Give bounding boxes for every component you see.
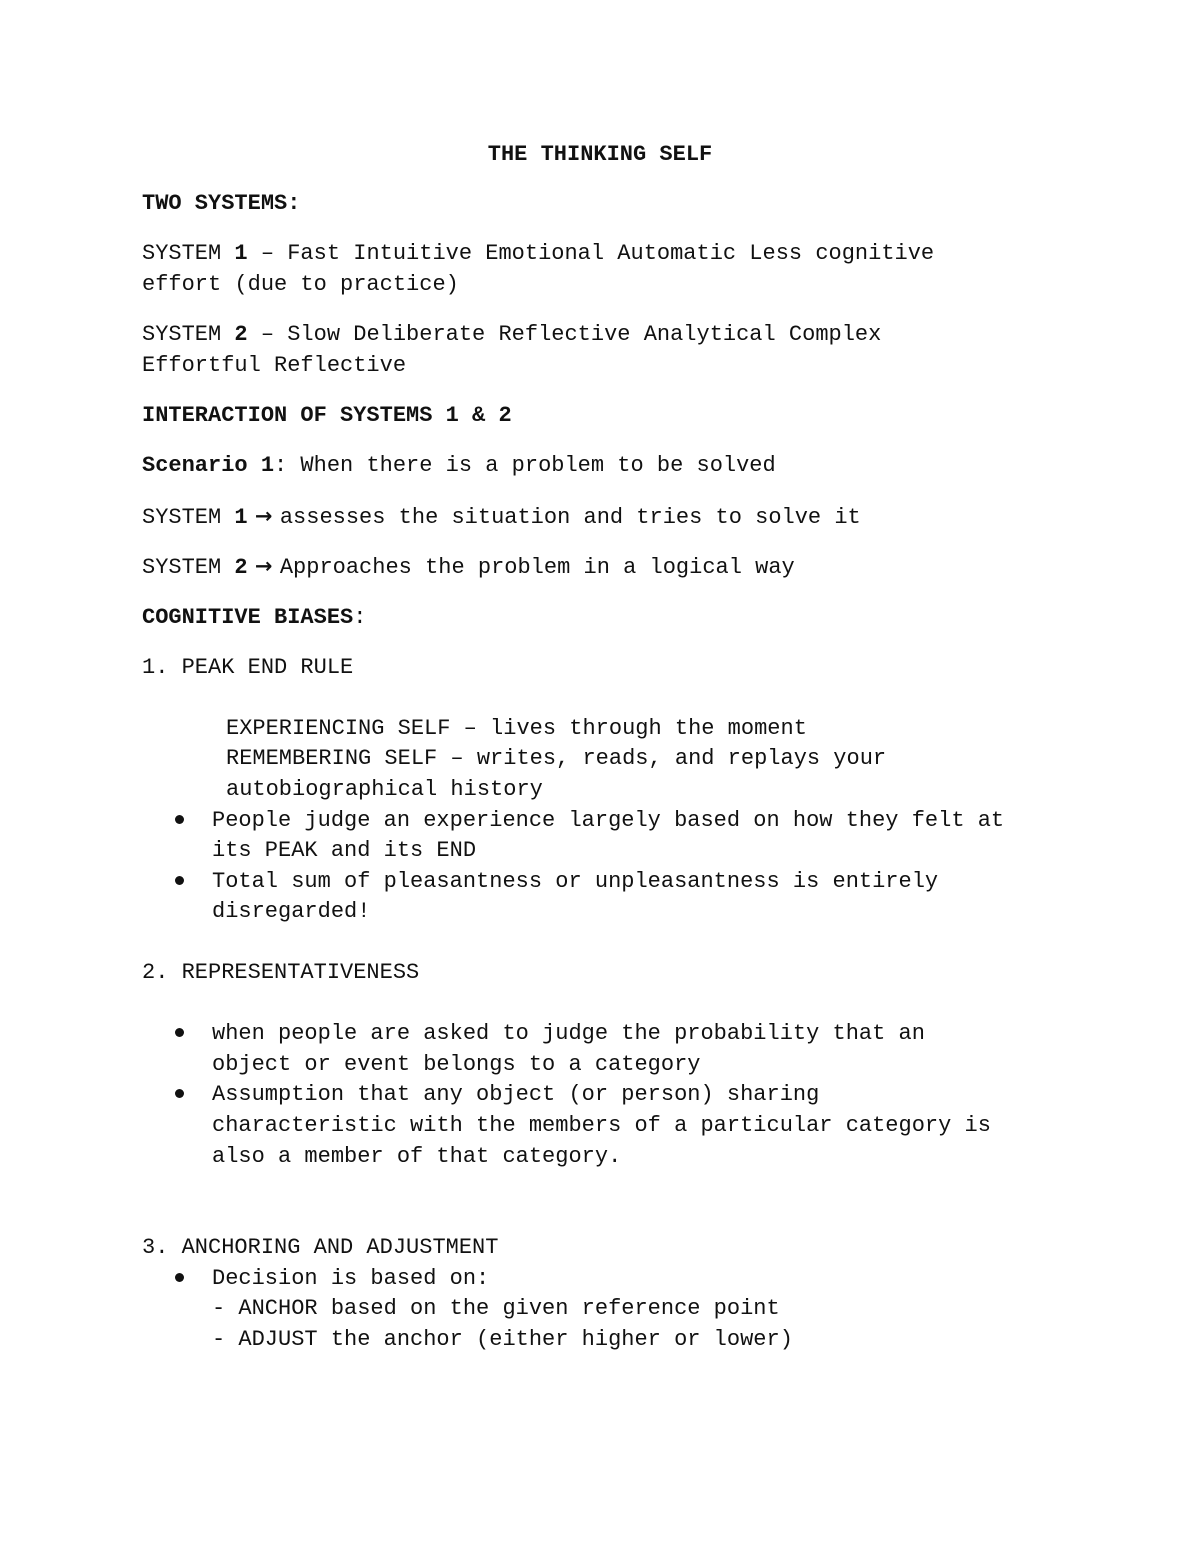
representativeness-bullet2-line3: also a member of that category. [212, 1144, 622, 1169]
right-arrow-icon: → [247, 554, 280, 578]
system1-label: SYSTEM [142, 241, 235, 266]
interaction-system2-line [142, 551, 795, 583]
cognitive-biases-heading-text: COGNITIVE BIASES [142, 605, 354, 630]
bullet-icon [175, 1273, 184, 1282]
representativeness-bullet1-line1: when people are asked to judge the probability that an [212, 1021, 925, 1046]
anchoring-sub2: - ADJUST the anchor (either higher or lower) [212, 1327, 793, 1352]
system1-line2: effort (due to practice) [142, 272, 459, 297]
system2-desc: – Slow Deliberate Reflective Analytical Complex [247, 322, 882, 347]
system2-line2: Effortful Reflective [142, 353, 407, 378]
anchoring-bullet1: Decision is based on: [212, 1266, 490, 1291]
interaction-system1-label: SYSTEM [142, 505, 235, 530]
right-arrow-icon: → [247, 504, 280, 528]
peak-end-title: 1. PEAK END RULE [142, 655, 354, 680]
interaction-system1-number: 1 [234, 505, 248, 530]
anchoring-sub1: - ANCHOR based on the given reference point [212, 1296, 780, 1321]
representativeness-bullet1-line2: object or event belongs to a category [212, 1052, 701, 1077]
bullet-icon [175, 1089, 184, 1098]
remembering-self-line2: autobiographical history [226, 777, 543, 802]
representativeness-title: 2. REPRESENTATIVENESS [142, 960, 420, 985]
bullet-icon [175, 876, 184, 885]
system2-line1 [142, 319, 881, 350]
interaction-system2-label: SYSTEM [142, 555, 235, 580]
peak-end-bullet2-line2: disregarded! [212, 899, 371, 924]
scenario-text: : When there is a problem to be solved [274, 453, 776, 478]
experiencing-self-line: EXPERIENCING SELF – lives through the moment [226, 716, 807, 741]
anchoring-title: 3. ANCHORING AND ADJUSTMENT [142, 1235, 499, 1260]
remembering-self-line1: REMEMBERING SELF – writes, reads, and replays your [226, 746, 887, 771]
scenario-label: Scenario 1 [142, 453, 275, 478]
cognitive-biases-heading [142, 602, 366, 633]
page-title: THE THINKING SELF [487, 142, 713, 167]
interaction-system2-text: Approaches the problem in a logical way [279, 555, 795, 580]
peak-end-bullet2-line1: Total sum of pleasantness or unpleasantness is entirely [212, 869, 939, 894]
interaction-system2-number: 2 [234, 555, 248, 580]
system2-number: 2 [234, 322, 248, 347]
bullet-icon [175, 815, 184, 824]
two-systems-heading: TWO SYSTEMS: [142, 191, 301, 216]
peak-end-bullet1-line1: People judge an experience largely based on how they felt at [212, 808, 1005, 833]
interaction-system1-line [142, 501, 861, 533]
scenario-line [142, 450, 776, 481]
system1-line1 [142, 238, 934, 269]
representativeness-bullet2-line2: characteristic with the members of a particular category is [212, 1113, 991, 1138]
peak-end-bullet1-line2: its PEAK and its END [212, 838, 477, 863]
representativeness-bullet2-line1: Assumption that any object (or person) sharing [212, 1082, 820, 1107]
interaction-system1-text: assesses the situation and tries to solve it [279, 505, 861, 530]
cognitive-biases-heading-colon: : [353, 605, 367, 630]
system1-number: 1 [234, 241, 248, 266]
system2-label: SYSTEM [142, 322, 235, 347]
bullet-icon [175, 1028, 184, 1037]
interaction-heading: INTERACTION OF SYSTEMS 1 & 2 [142, 403, 512, 428]
system1-desc: – Fast Intuitive Emotional Automatic Less cognitive [247, 241, 935, 266]
